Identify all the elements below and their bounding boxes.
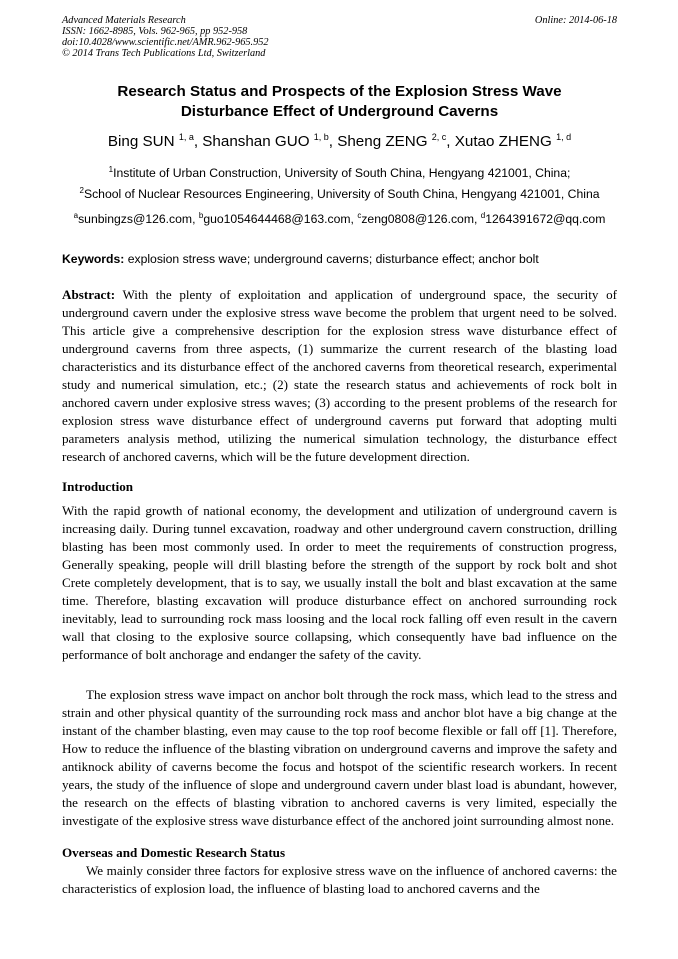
author-name: Shanshan GUO (202, 133, 310, 150)
author-affiliation-mark: 1, b (313, 132, 329, 142)
section-heading-introduction: Introduction (62, 479, 134, 494)
journal-header (62, 15, 617, 59)
author-name: Sheng ZENG (337, 133, 428, 150)
abstract-text: With the plenty of exploitation and application of underground space, the security of underground cavern under the explosive stress wave become the problem that urgent need to be solved. This article give a comprehensive description for the explosion stress wave disturbance effect of underground caverns from three aspects, (1) summarize the current research of the blasting load characteristics and its disturbance effect of the anchored caverns from theoretical research, experimental study and numerical simulation, etc.; (2) state the research status and achievements of rock bolt in anchored cavern under explosive stress waves; (3) according to the present problems of the research for explosion stress wave disturbance effect of underground caverns put forward that adopting multi parameters analysis method, utilizing the numerical simulation technology, the disturbance effect research of anchored caverns, which will be the future development direction. (62, 287, 617, 465)
paper-title (62, 82, 617, 122)
keywords-text: explosion stress wave; underground caverns; disturbance effect; anchor bolt (127, 252, 539, 266)
email-address: guo1054644468@163.com (203, 212, 351, 226)
email-mark: b (198, 211, 204, 220)
section-heading-overseas: Overseas and Domestic Research Status (62, 845, 286, 860)
introduction-paragraph-2: The explosion stress wave impact on anchor bolt through the rock mass, which lead to the stress and strain and other physical quantity of the surrounding rock mass and anchor blot have a big change at the instant of the chamber blasting, even may cause to the top roof become flexible or fall off [1]. Therefore, How to reduce the influence of the blasting vibration on underground caverns and improve the safety and antiknock ability of caverns become the focus and hotspot of the scientific research workers. In recent years, the study of the influence of slope and underground cavern under blast load is abundant, however, the research on the effects of blasting vibration to anchored caverns is very limited, especially the investigate of the explosive stress wave disturbance effect of the anchored joint surrounding almost none. (62, 687, 617, 829)
paper-title-line-2: Disturbance Effect of Underground Caverns (180, 103, 499, 120)
keywords-label: Keywords: (62, 252, 125, 266)
author-affiliation-mark: 2, c (431, 132, 447, 142)
journal-name: Advanced Materials Research (62, 15, 186, 26)
author-name: Xutao ZHENG (454, 133, 552, 150)
abstract-label: Abstract: (62, 287, 116, 302)
keywords (62, 252, 617, 267)
affiliation-text: Institute of Urban Construction, University of South China, Hengyang 421001, China; (113, 166, 571, 180)
affiliation-1 (62, 166, 617, 181)
affiliation-mark: 2 (79, 186, 84, 195)
abstract (62, 286, 617, 466)
email-address: 1264391672@qq.com (485, 212, 606, 226)
email-mark: d (480, 211, 486, 220)
journal-issn: ISSN: 1662-8985, Vols. 962-965, pp 952-958 (62, 26, 248, 37)
overseas-paragraph-1: We mainly consider three factors for explosive stress wave on the influence of anchored caverns: the characteristics of explosion load, the influence of blasting load to anchored caverns and the (62, 863, 617, 897)
email-mark: a (73, 211, 79, 220)
affiliation-2 (62, 187, 617, 202)
email-address: zeng0808@126.com (361, 212, 474, 226)
author-list: Bing SUN $^{1, a}$, Shanshan GUO $^{1, b}$, Sheng ZENG $^{2, c}$, Xutao ZHENG $^{1, d}$ (107, 132, 572, 150)
author-affiliation-mark: 1, a (178, 132, 194, 142)
author-affiliation-mark: 1, d (556, 132, 572, 142)
email-list: $^a$sunbingzs@126.com, $^b$guo1054644468@163.com, $^c$zeng0808@126.com, $^d$1264391672@qq.com (73, 211, 606, 226)
journal-copyright: © 2014 Trans Tech Publications Ltd, Switzerland (62, 48, 266, 59)
paper-title-line-1: Research Status and Prospects of the Explosion Stress Wave (117, 83, 562, 100)
author-name: Bing SUN (107, 133, 175, 150)
journal-doi: doi:10.4028/www.scientific.net/AMR.962-965.952 (62, 37, 269, 48)
affiliation-mark: 1 (108, 165, 114, 174)
online-date: Online: 2014-06-18 (534, 15, 617, 26)
introduction-paragraph-1: With the rapid growth of national economy, the development and utilization of underground cavern is increasing daily. During tunnel excavation, roadway and other underground cavern construction, drilling blasting has been most commonly used. In order to meet the requirements of construction progress, Generally speaking, people will drill blasting before the strength of the support by rock bolt and shot Crete completely development, that is to say, we usually install the bolt and blast excavation at the same time. Therefore, blasting excavation will produce disturbance effect on anchored surrounding rock inevitably, lead to surrounding rock mass loosing and the local rock falling off even result in the cavern wall that closing to the explosive source collapsing, which consequently have bad influence on the performance of bolt anchorage and endanger the safety of the cavity. (62, 503, 617, 663)
email-mark: c (357, 211, 362, 220)
affiliation-text: School of Nuclear Resources Engineering, University of South China, Hengyang 421001, China (83, 187, 600, 201)
email-address: sunbingzs@126.com (78, 212, 193, 226)
